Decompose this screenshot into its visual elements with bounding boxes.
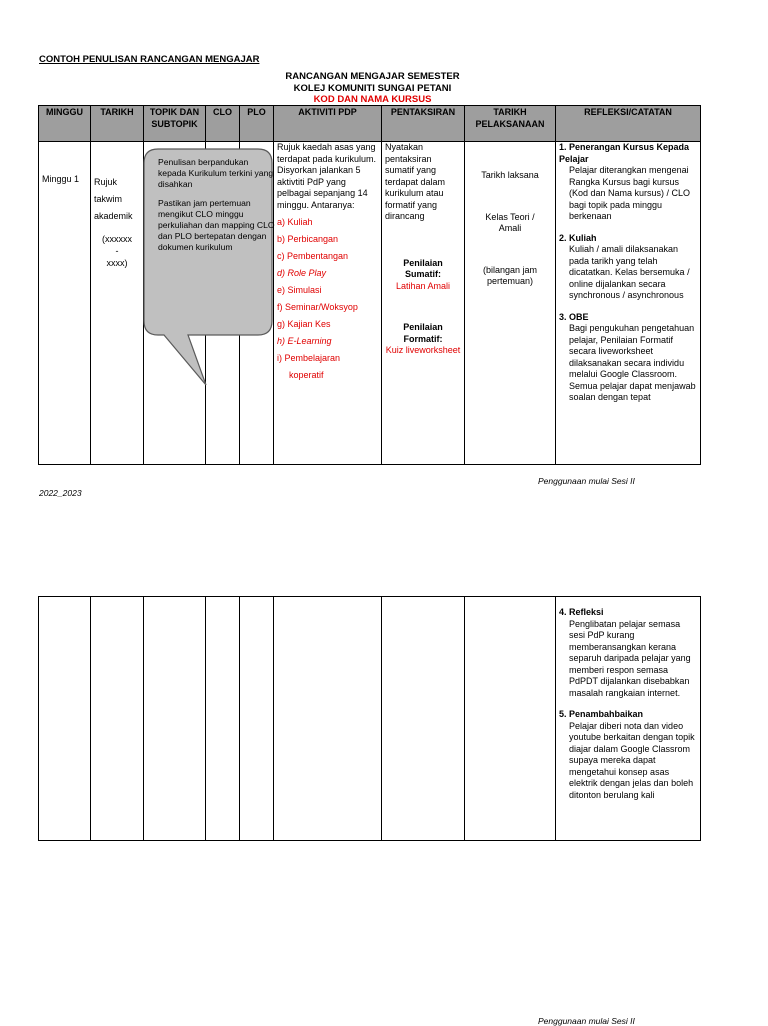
cell-pelaksanaan — [465, 142, 556, 465]
list-item: c) Pembentangan — [277, 251, 349, 261]
refleksi-body: Pelajar diterangkan mengenai Rangka Kursus bagi kursus (Kod dan Nama kursus) / CLO bagi topik pada minggu berkenaan — [569, 165, 691, 221]
list-item — [559, 709, 697, 801]
cell-minggu — [39, 597, 91, 841]
list-item: b) Perbicangan — [277, 234, 339, 244]
cell-minggu — [39, 142, 91, 465]
col-pelaksanaan: TARIKH PELAKSANAAN — [465, 106, 556, 142]
list-item: koperatif — [289, 370, 324, 380]
pentaksiran-intro: Nyatakan pentaksiran sumatif yang terdapat dalam kurikulum atau formatif yang dirancang — [385, 142, 446, 221]
aktiviti-intro: Rujuk kaedah asas yang terdapat pada kurikulum. Disyorkan jalankan 5 aktivtiti PdP yang pelbagai sepanjang 14 minggu. Antaranya: — [277, 142, 377, 210]
callout-para: Penulisan berpandukan kepada Kurikulum terkini yang disahkan — [158, 157, 274, 189]
lesson-plan-table-continued — [38, 596, 701, 841]
callout-text — [158, 157, 276, 261]
tarikh-line: xxxx) — [106, 258, 128, 268]
col-refleksi: REFLEKSI/CATATAN — [556, 106, 701, 142]
tarikh-line: Rujuk — [94, 177, 118, 187]
usage-note: Penggunaan mulai Sesi II — [538, 476, 635, 486]
cell-tarikh — [91, 597, 144, 841]
refleksi-title: 5. Penambahbaikan — [559, 709, 644, 719]
formatif-value: Kuiz liveworksheet — [385, 345, 461, 355]
table-row — [39, 142, 701, 465]
refleksi-body: Kuliah / amali dilaksanakan pada tarikh yang telah dicatatkan. Kelas bersemuka / online dijalankan secara synchronous / asynchronous — [569, 244, 690, 300]
col-clo: CLO — [206, 106, 240, 142]
formatif-title: Penilaian Formatif: — [403, 322, 443, 344]
col-plo: PLO — [240, 106, 274, 142]
refleksi-title: 4. Refleksi — [559, 607, 604, 617]
cell-plo — [240, 597, 274, 841]
pelaksanaan-jam: (bilangan jam pertemuan) — [482, 264, 538, 286]
col-topik: TOPIK DAN SUBTOPIK — [144, 106, 206, 142]
cell-topik — [144, 597, 206, 841]
cell-pentaksiran — [382, 597, 465, 841]
col-minggu: MINGGU — [39, 106, 91, 142]
week-label: Minggu 1 — [42, 174, 80, 184]
list-item — [559, 233, 697, 302]
cell-aktiviti — [274, 597, 382, 841]
refleksi-title: 3. OBE — [559, 311, 589, 322]
list-item: d) Role Play — [277, 268, 327, 278]
lesson-plan-table — [38, 105, 701, 465]
list-item: g) Kajian Kes — [277, 319, 331, 329]
cell-aktiviti — [274, 142, 382, 465]
sumatif-title: Penilaian Sumatif: — [403, 257, 443, 279]
usage-note-bottom: Penggunaan mulai Sesi II — [538, 1016, 635, 1026]
list-item — [559, 142, 697, 223]
refleksi-title: 1. Penerangan Kursus Kepada Pelajar — [559, 142, 690, 164]
speech-callout — [140, 145, 276, 390]
list-item: f) Seminar/Woksyop — [277, 302, 358, 312]
list-item: a) Kuliah — [277, 217, 313, 227]
list-item: e) Simulasi — [277, 285, 322, 295]
col-tarikh: TARIKH — [91, 106, 144, 142]
refleksi-body: Bagi pengukuhan pengetahuan pelajar, Penilaian Formatif secara liveworksheet dilaksanakan secara individu melalui Google Classroom. Semua pelajar dapat menjawab soalan dengan tepat — [569, 323, 696, 402]
tarikh-line: takwim — [94, 194, 123, 204]
header-title: RANCANGAN MENGAJAR SEMESTER — [285, 71, 460, 82]
pelaksanaan-kelas: Kelas Teori / Amali — [485, 211, 535, 233]
list-item — [559, 312, 697, 404]
pelaksanaan-tarikh: Tarikh laksana — [481, 170, 539, 180]
tarikh-line: - — [115, 246, 119, 256]
table-row — [39, 597, 701, 841]
session-label: 2022_2023 — [39, 488, 82, 498]
refleksi-body: Penglibatan pelajar semasa sesi PdP kurang memberansangkan kerana separuh daripada pelajar yang memberi respon semasa PdPDT dijalankan disebabkan masalah rangkaian internet. — [569, 618, 691, 698]
cell-refleksi — [556, 597, 701, 841]
refleksi-body: Pelajar diberi nota dan video youtube berkaitan dengan topik diajar dalam Google Classrom supaya mereka dapat mengetahui konsep asas elektrik dengan jelas dan boleh ditonton berulang kali — [569, 720, 695, 800]
header-course: KOD DAN NAMA KURSUS — [313, 94, 432, 105]
cell-tarikh — [91, 142, 144, 465]
cell-clo — [206, 597, 240, 841]
aktiviti-list — [277, 217, 378, 381]
sumatif-value: Latihan Amali — [395, 280, 451, 291]
tarikh-line: akademik — [94, 211, 133, 221]
table-header-row — [39, 106, 701, 142]
tarikh-line: (xxxxxx — [102, 234, 132, 244]
header-institution: KOLEJ KOMUNITI SUNGAI PETANI — [293, 83, 452, 94]
list-item — [559, 607, 697, 699]
cell-refleksi — [556, 142, 701, 465]
cell-pentaksiran — [382, 142, 465, 465]
col-pentaksiran: PENTAKSIRAN — [382, 106, 465, 142]
list-item: i) Pembelajaran — [277, 353, 341, 363]
refleksi-title: 2. Kuliah — [559, 232, 597, 243]
callout-para: Pastikan jam pertemuan mengikut CLO minggu perkuliahan dan mapping CLO dan PLO bertepatan dengan dokumen kurikulum — [158, 198, 275, 252]
list-item: h) E-Learning — [277, 336, 332, 346]
cell-pelaksanaan — [465, 597, 556, 841]
document-label: CONTOH PENULISAN RANCANGAN MENGAJAR — [39, 54, 260, 65]
col-aktiviti: AKTIVITI PDP — [274, 106, 382, 142]
